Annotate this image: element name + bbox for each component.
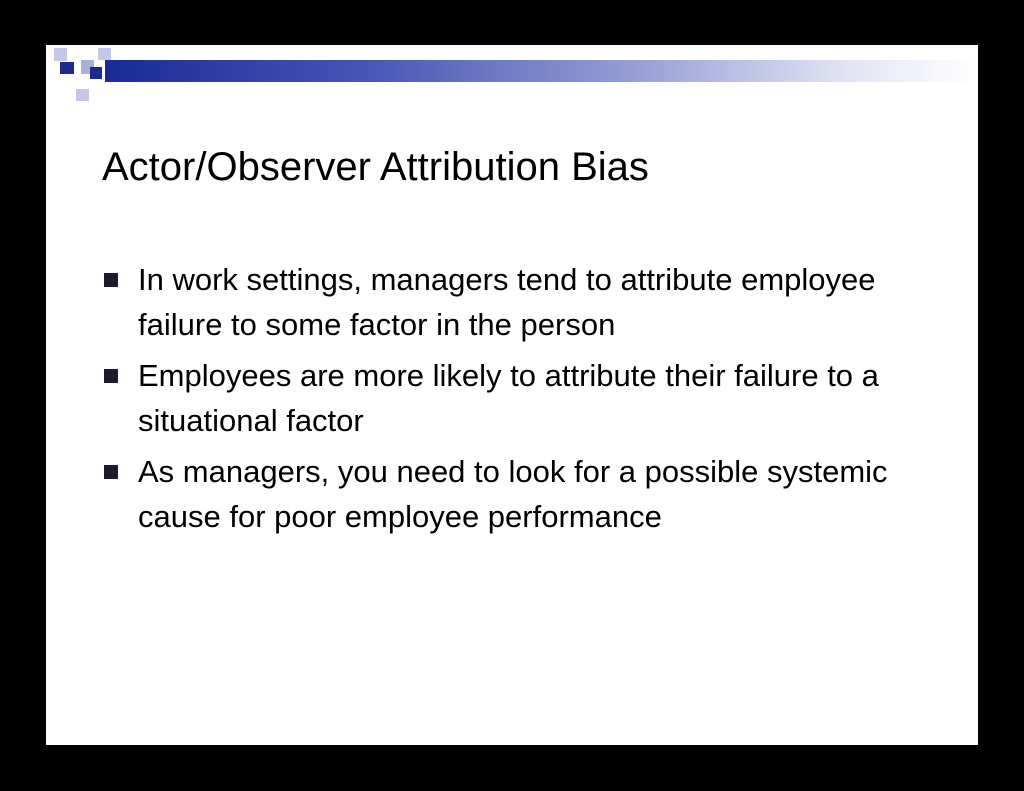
decor-square-light: [76, 89, 89, 101]
decor-square-navy: [60, 62, 74, 74]
decor-square-light: [98, 48, 111, 60]
bullet-item: [102, 353, 962, 443]
bullet-list: [102, 257, 962, 545]
header-gradient-bar: [105, 60, 978, 82]
slide: [46, 45, 978, 745]
slide-title: Actor/Observer Attribution Bias: [102, 145, 649, 189]
square-bullet-icon: [104, 465, 118, 479]
decor-square-light: [54, 48, 67, 61]
bullet-item: [102, 257, 962, 347]
square-bullet-icon: [104, 369, 118, 383]
square-bullet-icon: [104, 273, 118, 287]
bullet-text: As managers, you need to look for a possible systemic cause for poor employee performance: [138, 454, 888, 534]
bullet-text: In work settings, managers tend to attribute employee failure to some factor in the person: [138, 262, 876, 342]
bullet-text: Employees are more likely to attribute their failure to a situational factor: [138, 358, 879, 438]
bullet-item: [102, 449, 962, 539]
decor-square-navy: [90, 67, 102, 79]
